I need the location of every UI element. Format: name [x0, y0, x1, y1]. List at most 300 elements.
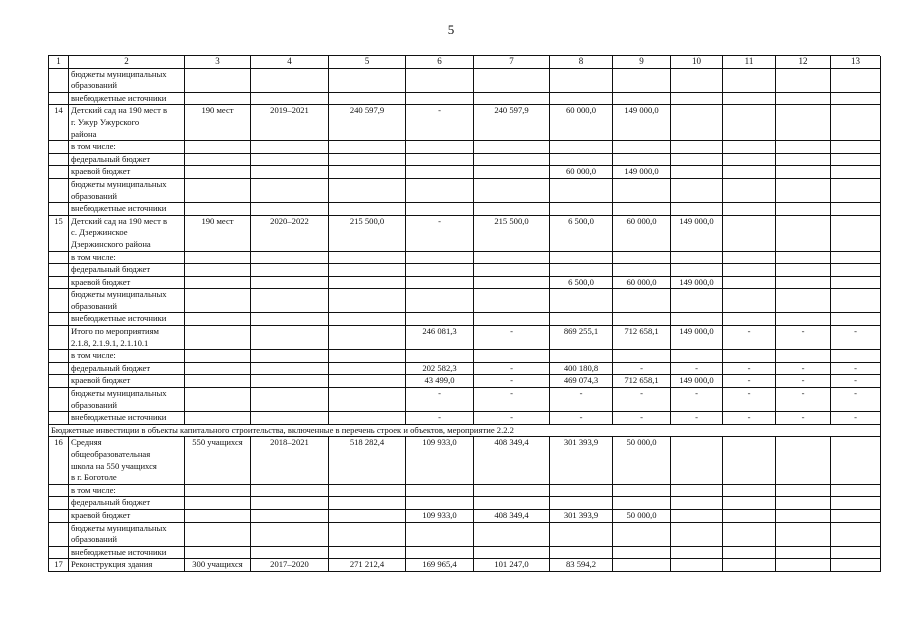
table-cell [723, 216, 776, 252]
column-header: 4 [251, 56, 329, 69]
table-cell: - [671, 388, 723, 412]
table-cell: 240 597,9 [329, 105, 406, 141]
row-label-cell: бюджеты муниципальных образований [69, 69, 185, 93]
table-cell [329, 523, 406, 547]
row-label-cell: Итого по мероприятиям 2.1.8, 2.1.9.1, 2.1.10.1 [69, 326, 185, 350]
table-cell [831, 154, 881, 167]
table-cell [406, 93, 474, 106]
table-cell [776, 264, 831, 277]
table-cell [671, 93, 723, 106]
table-cell [776, 252, 831, 265]
row-label-cell: в том числе: [69, 350, 185, 363]
table-cell [185, 388, 251, 412]
table-cell [776, 166, 831, 179]
table-cell: 101 247,0 [474, 559, 550, 572]
table-cell: - [776, 363, 831, 376]
row-number-cell [49, 93, 69, 106]
row-number-cell [49, 166, 69, 179]
table-cell [185, 203, 251, 216]
table-cell [671, 166, 723, 179]
table-cell [185, 264, 251, 277]
row-number-cell [49, 277, 69, 290]
table-cell [613, 350, 671, 363]
table-cell [474, 497, 550, 510]
table-cell [613, 547, 671, 560]
table-cell: - [406, 216, 474, 252]
table-cell: - [776, 326, 831, 350]
table-cell [550, 69, 613, 93]
table-cell [613, 203, 671, 216]
table-cell [474, 547, 550, 560]
table-cell: 109 933,0 [406, 437, 474, 484]
table-cell [831, 485, 881, 498]
table-cell [831, 437, 881, 484]
table-cell [406, 289, 474, 313]
row-label-cell: краевой бюджет [69, 375, 185, 388]
table-cell [329, 179, 406, 203]
table-cell [723, 141, 776, 154]
table-cell [671, 523, 723, 547]
table-cell [185, 326, 251, 350]
table-cell [613, 497, 671, 510]
table-cell: 469 074,3 [550, 375, 613, 388]
row-number-cell [49, 313, 69, 326]
column-header: 7 [474, 56, 550, 69]
row-label-cell: федеральный бюджет [69, 264, 185, 277]
table-cell [251, 363, 329, 376]
row-label-cell: внебюджетные источники [69, 203, 185, 216]
row-number-cell [49, 179, 69, 203]
table-cell: - [613, 363, 671, 376]
table-cell [185, 179, 251, 203]
table-cell [776, 350, 831, 363]
table-cell [613, 93, 671, 106]
table-cell [329, 264, 406, 277]
table-cell [831, 277, 881, 290]
table-cell: - [831, 326, 881, 350]
table-cell [776, 154, 831, 167]
table-cell [831, 69, 881, 93]
table-cell [671, 154, 723, 167]
table-cell: 60 000,0 [613, 216, 671, 252]
table-cell: 2019–2021 [251, 105, 329, 141]
table-cell [550, 141, 613, 154]
row-number-cell [49, 485, 69, 498]
table-cell: - [671, 363, 723, 376]
table-cell [550, 289, 613, 313]
row-label-cell: федеральный бюджет [69, 363, 185, 376]
table-cell [329, 510, 406, 523]
row-number-cell: 14 [49, 105, 69, 141]
table-cell: - [723, 363, 776, 376]
row-label-cell: федеральный бюджет [69, 497, 185, 510]
table-cell: 518 282,4 [329, 437, 406, 484]
table-cell [723, 510, 776, 523]
table-cell [251, 375, 329, 388]
table-cell [251, 252, 329, 265]
table-cell: 50 000,0 [613, 437, 671, 484]
column-header: 8 [550, 56, 613, 69]
table-cell: 2017–2020 [251, 559, 329, 572]
column-header: 6 [406, 56, 474, 69]
table-cell: 149 000,0 [671, 326, 723, 350]
table-cell [671, 69, 723, 93]
table-cell [723, 547, 776, 560]
table-cell [185, 69, 251, 93]
table-cell [776, 485, 831, 498]
table-cell [185, 497, 251, 510]
table-cell [831, 93, 881, 106]
row-label-cell: Детский сад на 190 мест в г. Ужур Ужурского района [69, 105, 185, 141]
table-cell [329, 375, 406, 388]
column-header: 2 [69, 56, 185, 69]
table-cell [776, 277, 831, 290]
table-cell: 869 255,1 [550, 326, 613, 350]
table-cell [406, 69, 474, 93]
table-cell: - [613, 388, 671, 412]
row-number-cell [49, 350, 69, 363]
table-cell [185, 93, 251, 106]
table-cell [550, 179, 613, 203]
table-cell [406, 203, 474, 216]
table-cell [251, 350, 329, 363]
table-cell [831, 559, 881, 572]
row-number-cell [49, 363, 69, 376]
row-number-cell: 15 [49, 216, 69, 252]
table-cell: 149 000,0 [671, 375, 723, 388]
table-cell [185, 141, 251, 154]
table-cell [831, 216, 881, 252]
table-cell [251, 264, 329, 277]
table-cell [723, 93, 776, 106]
table-cell [251, 277, 329, 290]
table-cell [723, 203, 776, 216]
table-cell [251, 523, 329, 547]
table-cell: 60 000,0 [550, 166, 613, 179]
table-cell: 60 000,0 [550, 105, 613, 141]
table-cell: 50 000,0 [613, 510, 671, 523]
table-cell [329, 203, 406, 216]
table-cell [550, 350, 613, 363]
table-cell [723, 277, 776, 290]
table-cell [474, 141, 550, 154]
table-cell: - [406, 388, 474, 412]
row-label-cell: внебюджетные источники [69, 412, 185, 425]
table-cell [776, 523, 831, 547]
table-cell [251, 485, 329, 498]
table-cell: - [550, 388, 613, 412]
table-cell [474, 523, 550, 547]
row-label-cell: Средняя общеобразовательная школа на 550 учащихся в г. Боготоле [69, 437, 185, 484]
table-cell [329, 69, 406, 93]
table-cell: 215 500,0 [329, 216, 406, 252]
table-cell [776, 141, 831, 154]
row-number-cell [49, 252, 69, 265]
table-cell [329, 277, 406, 290]
table-cell [671, 105, 723, 141]
table-cell [550, 547, 613, 560]
table-cell: 60 000,0 [613, 277, 671, 290]
table-cell [671, 252, 723, 265]
table-cell [776, 179, 831, 203]
table-cell [185, 289, 251, 313]
table-cell: 301 393,9 [550, 437, 613, 484]
column-header: 9 [613, 56, 671, 69]
table-cell [776, 93, 831, 106]
table-cell: 83 594,2 [550, 559, 613, 572]
table-cell [776, 437, 831, 484]
table-cell [776, 216, 831, 252]
table-cell [613, 179, 671, 203]
table-cell [613, 485, 671, 498]
table-cell [185, 523, 251, 547]
table-cell [776, 547, 831, 560]
row-label-cell: краевой бюджет [69, 277, 185, 290]
table-cell: 149 000,0 [671, 277, 723, 290]
column-header: 5 [329, 56, 406, 69]
table-cell [329, 141, 406, 154]
table-cell [831, 313, 881, 326]
table-cell [251, 313, 329, 326]
table-cell [671, 547, 723, 560]
table-cell [185, 277, 251, 290]
table-cell: 301 393,9 [550, 510, 613, 523]
table-cell [776, 313, 831, 326]
table-cell [776, 559, 831, 572]
table-cell [329, 166, 406, 179]
table-cell: 215 500,0 [474, 216, 550, 252]
table-cell: 190 мест [185, 216, 251, 252]
row-label-cell: внебюджетные источники [69, 93, 185, 106]
table-cell [613, 252, 671, 265]
table-cell: - [613, 412, 671, 425]
table-cell [474, 313, 550, 326]
row-label-cell: бюджеты муниципальных образований [69, 289, 185, 313]
table-cell [185, 363, 251, 376]
row-number-cell [49, 497, 69, 510]
table-cell [671, 203, 723, 216]
table-cell [613, 141, 671, 154]
table-cell: 712 658,1 [613, 326, 671, 350]
table-cell [831, 350, 881, 363]
column-header: 12 [776, 56, 831, 69]
table-cell [406, 313, 474, 326]
row-label-cell: в том числе: [69, 485, 185, 498]
table-cell [776, 105, 831, 141]
table-cell [185, 412, 251, 425]
table-cell: 550 учащихся [185, 437, 251, 484]
table-cell [671, 179, 723, 203]
row-number-cell [49, 326, 69, 350]
table-cell [723, 179, 776, 203]
table-cell: - [776, 375, 831, 388]
table-cell: 6 500,0 [550, 216, 613, 252]
table-cell [776, 69, 831, 93]
row-label-cell: Детский сад на 190 мест в с. Дзержинское Дзержинского района [69, 216, 185, 252]
table-cell [723, 497, 776, 510]
row-number-cell [49, 510, 69, 523]
table-cell [474, 277, 550, 290]
table-cell [406, 523, 474, 547]
table-cell [251, 547, 329, 560]
table-cell [251, 179, 329, 203]
table-cell: 408 349,4 [474, 510, 550, 523]
table-cell [671, 264, 723, 277]
column-header: 1 [49, 56, 69, 69]
table-cell: - [723, 388, 776, 412]
table-cell [329, 547, 406, 560]
table-cell [831, 203, 881, 216]
table-cell: - [474, 412, 550, 425]
table-cell [831, 179, 881, 203]
table-cell [406, 166, 474, 179]
table-cell [831, 105, 881, 141]
table-cell [723, 69, 776, 93]
table-cell [723, 313, 776, 326]
table-cell [329, 252, 406, 265]
table-cell [251, 326, 329, 350]
table-cell: - [831, 363, 881, 376]
table-cell: 169 965,4 [406, 559, 474, 572]
table-cell [550, 264, 613, 277]
table-cell [406, 485, 474, 498]
table-cell: 149 000,0 [613, 105, 671, 141]
table-cell: - [474, 388, 550, 412]
row-label-cell: внебюджетные источники [69, 313, 185, 326]
table-cell [474, 289, 550, 313]
row-number-cell [49, 289, 69, 313]
table-cell [474, 203, 550, 216]
row-number-cell: 16 [49, 437, 69, 484]
table-cell: 300 учащихся [185, 559, 251, 572]
table-cell [474, 485, 550, 498]
table-cell [550, 154, 613, 167]
table-cell [671, 497, 723, 510]
table-cell: 712 658,1 [613, 375, 671, 388]
table-cell: 190 мест [185, 105, 251, 141]
table-cell: - [406, 412, 474, 425]
row-label-cell: в том числе: [69, 141, 185, 154]
table-cell [550, 497, 613, 510]
table-cell [185, 166, 251, 179]
row-number-cell [49, 154, 69, 167]
row-label-cell: Реконструкция здания [69, 559, 185, 572]
table-cell [723, 289, 776, 313]
table-cell [406, 154, 474, 167]
table-cell [251, 510, 329, 523]
table-cell [474, 69, 550, 93]
table-cell [831, 510, 881, 523]
table-cell: 109 933,0 [406, 510, 474, 523]
table-cell [474, 350, 550, 363]
table-cell [474, 166, 550, 179]
table-cell [776, 510, 831, 523]
row-number-cell: 17 [49, 559, 69, 572]
table-cell [550, 523, 613, 547]
table-cell [251, 388, 329, 412]
table-cell: 149 000,0 [671, 216, 723, 252]
section-heading: Бюджетные инвестиции в объекты капитального строительства, включенные в перечень строек и объектов, мероприятие 2.2.2 [49, 425, 881, 438]
table-cell [185, 313, 251, 326]
table-cell [329, 326, 406, 350]
table-cell: - [723, 412, 776, 425]
table-cell [251, 69, 329, 93]
table-cell [251, 203, 329, 216]
table-cell [723, 166, 776, 179]
table-cell [329, 388, 406, 412]
table-cell: - [406, 105, 474, 141]
table-cell [613, 154, 671, 167]
row-label-cell: бюджеты муниципальных образований [69, 179, 185, 203]
table-cell [831, 547, 881, 560]
table-cell [251, 141, 329, 154]
table-cell [831, 289, 881, 313]
table-cell [831, 523, 881, 547]
table-cell [474, 154, 550, 167]
table-cell: 202 582,3 [406, 363, 474, 376]
row-number-cell [49, 523, 69, 547]
table-cell [251, 289, 329, 313]
table-cell [671, 437, 723, 484]
table-cell [671, 485, 723, 498]
table-cell: - [831, 388, 881, 412]
table-cell [406, 179, 474, 203]
table-cell: - [474, 375, 550, 388]
table-cell [550, 485, 613, 498]
table-cell [723, 523, 776, 547]
table-cell: - [776, 388, 831, 412]
table-cell [185, 375, 251, 388]
table-cell [251, 497, 329, 510]
table-cell [613, 523, 671, 547]
table-cell: - [776, 412, 831, 425]
table-cell [185, 252, 251, 265]
table-cell: 408 349,4 [474, 437, 550, 484]
column-header: 13 [831, 56, 881, 69]
table-cell: 6 500,0 [550, 277, 613, 290]
table-cell [776, 497, 831, 510]
table-cell [329, 412, 406, 425]
table-cell [723, 105, 776, 141]
table-cell: 2020–2022 [251, 216, 329, 252]
table-cell [613, 264, 671, 277]
row-label-cell: краевой бюджет [69, 166, 185, 179]
table-cell [474, 93, 550, 106]
table-cell [613, 313, 671, 326]
table-cell [251, 93, 329, 106]
table-cell: - [474, 326, 550, 350]
row-label-cell: в том числе: [69, 252, 185, 265]
table-cell [185, 154, 251, 167]
table-cell [329, 289, 406, 313]
row-number-cell [49, 388, 69, 412]
table-cell [671, 559, 723, 572]
row-label-cell: бюджеты муниципальных образований [69, 388, 185, 412]
budget-table [48, 55, 880, 572]
table-cell [831, 141, 881, 154]
table-cell [613, 69, 671, 93]
table-cell [251, 166, 329, 179]
table-cell: - [671, 412, 723, 425]
table-cell [406, 547, 474, 560]
table-cell [776, 289, 831, 313]
table-cell [723, 437, 776, 484]
table-cell: 271 212,4 [329, 559, 406, 572]
column-header: 3 [185, 56, 251, 69]
table-cell [723, 264, 776, 277]
table-cell [671, 350, 723, 363]
row-number-cell [49, 375, 69, 388]
